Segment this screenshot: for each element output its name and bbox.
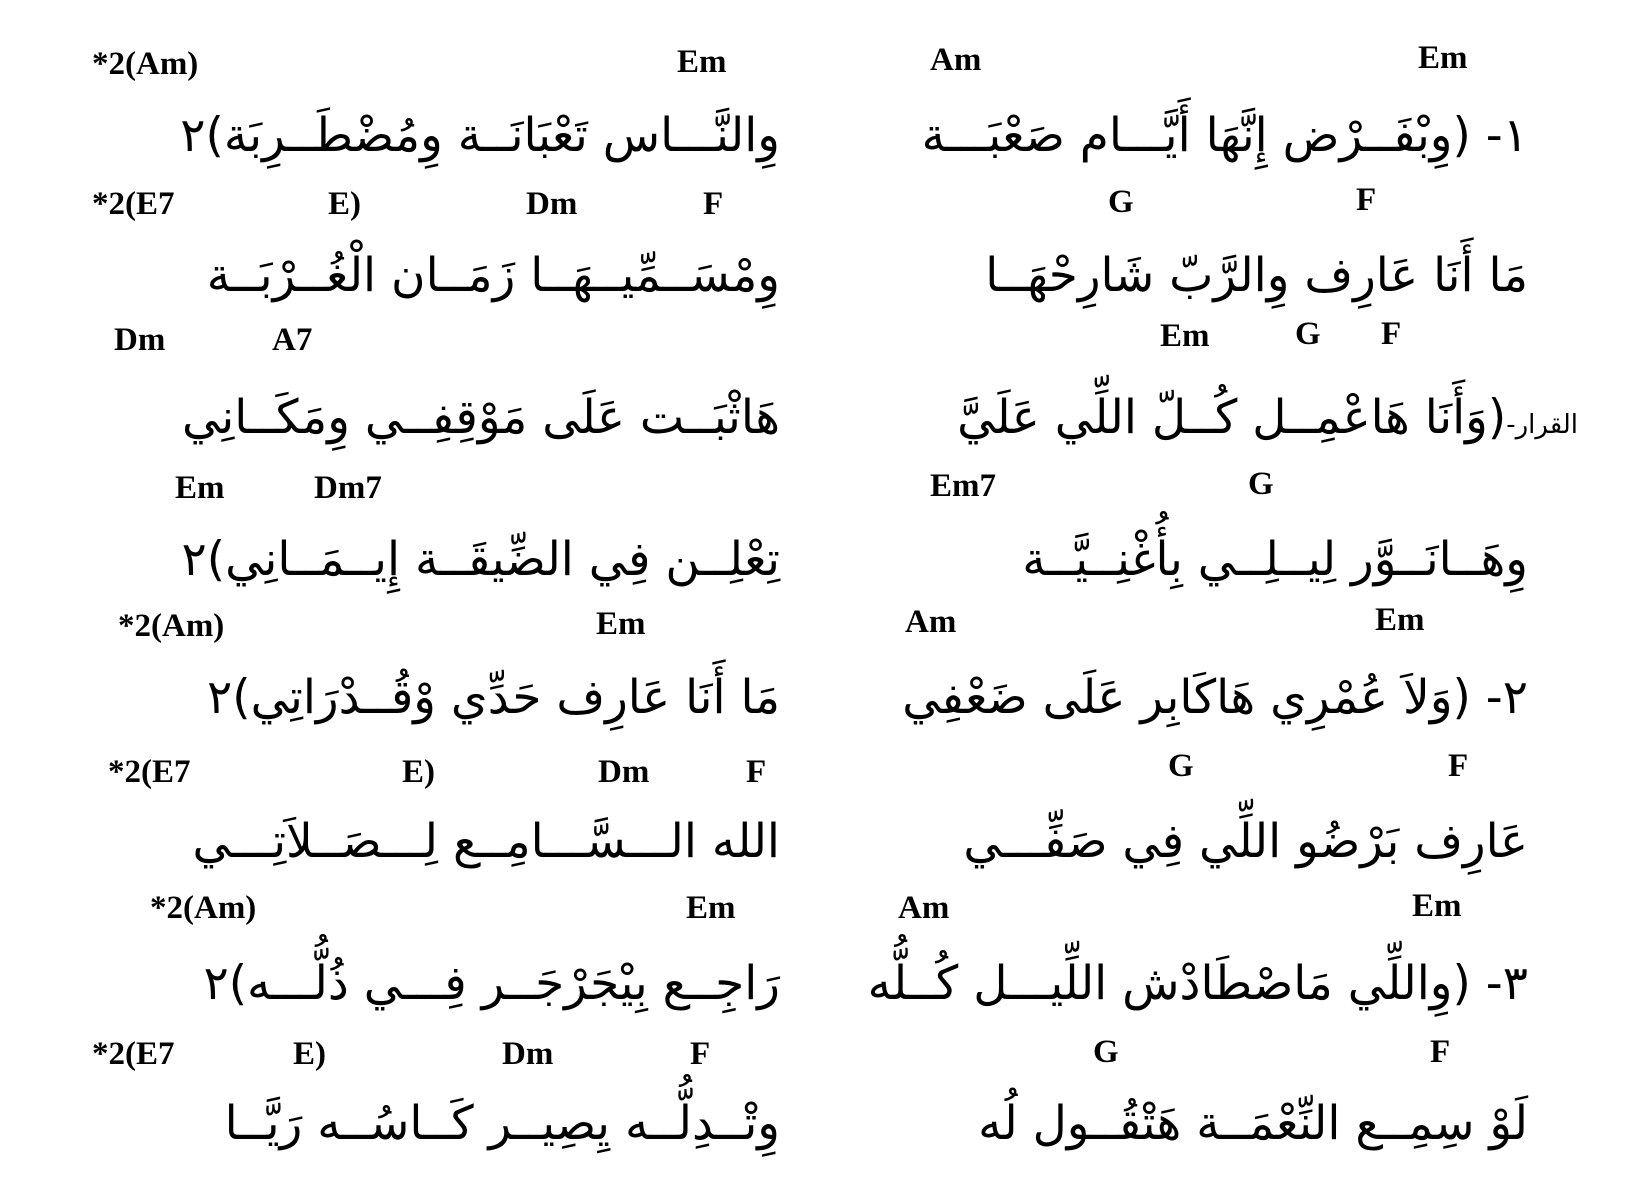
chord: Dm: [502, 1036, 554, 1072]
lyric-line: وِمْسَــمِّيــهَــا زَمَــان الْغُــرْبَــة: [206, 248, 780, 303]
lyric-line: عَارِف بَرْضُو اللِّي فِي صَفِّـــي: [963, 814, 1528, 869]
refrain-tag: القرار-: [1506, 410, 1578, 440]
chord: *2(Am): [118, 608, 225, 644]
chord: F: [690, 1036, 711, 1072]
chord: F: [703, 186, 724, 222]
chord: G: [1168, 748, 1194, 784]
chord: G: [1093, 1034, 1119, 1070]
chord: G: [1295, 316, 1321, 352]
lyric-line: وِتْــدِلُّــه يِصِيــر كَــاسُــه رَيَّــا: [224, 1096, 780, 1151]
chord: Dm: [598, 754, 650, 790]
chord: *2(E7: [92, 186, 175, 222]
chord: Em: [175, 470, 225, 506]
chord: Dm: [526, 186, 578, 222]
chord: Dm7: [314, 470, 382, 506]
chord: E): [402, 754, 435, 790]
chord: Am: [905, 604, 957, 640]
chord: Em7: [930, 468, 996, 504]
lyric-line: مَا أَنَا عَارِف وِالرَّبّ شَارِحْهَــا: [985, 248, 1528, 303]
chord: Em: [1160, 318, 1210, 354]
chord: G: [1248, 466, 1274, 502]
lyric-line: تِعْلِــن فِي الضِّيقَــة إِيــمَــانِي)٢: [181, 532, 780, 587]
lyric-line: وِالنَّـــاس تَعْبَانَــة وِمُضْطَــرِبَة)٢: [180, 108, 780, 163]
chord: Dm: [114, 322, 166, 358]
lyric-line: ٣- (وِاللِّي مَاصْطَادْش اللِّيـــل كُــلُّه: [867, 956, 1528, 1011]
chord: Em: [677, 44, 727, 80]
chord: Am: [930, 42, 982, 78]
chord: *2(Am): [150, 890, 257, 926]
chord: Am: [898, 890, 950, 926]
lyric-line: مَا أَنَا عَارِف حَدِّي وْقُــدْرَاتِي)٢: [207, 670, 780, 725]
lyric-line-refrain: [838, 390, 1578, 445]
chord: Em: [686, 890, 736, 926]
lyric-line: وِهَــانَــوَّر لِيــلِــي بِأُغْنِــيَّــة: [1022, 532, 1528, 587]
chord: A7: [272, 322, 313, 358]
chord: Em: [596, 606, 646, 642]
chord: *2(Am): [92, 46, 199, 82]
chord: Em: [1412, 888, 1462, 924]
lyric-line: ٢- (وَلاَ عُمْرِي هَاكَابِر عَلَى ضَعْفِي: [902, 670, 1528, 725]
chord: *2(E7: [108, 754, 191, 790]
lyric-line: ١- (وِبْفَــرْض إِنَّهَا أَيَّـــام صَعْبَـــة: [921, 108, 1528, 163]
chord: Em: [1418, 40, 1468, 76]
lyric-line: هَاثْبَــت عَلَى مَوْقِفِــي وِمَكَــانِي: [181, 390, 780, 445]
chord: G: [1108, 184, 1134, 220]
chord: F: [1448, 748, 1469, 784]
lyric-line: رَاجِــع بِيْجَرْجَــر فِـــي ذُلُّـــه)٢: [203, 956, 780, 1011]
chord: Em: [1375, 602, 1425, 638]
lyric-line: الله الـــسَّـــامِــع لِـــصَــلاَتِـــي: [192, 814, 780, 869]
chord: F: [1430, 1034, 1451, 1070]
chord: F: [746, 754, 767, 790]
chord: E): [328, 186, 361, 222]
chord: E): [293, 1036, 326, 1072]
chord: *2(E7: [92, 1036, 175, 1072]
lyric-text: (وَأَنَا هَاعْمِــل كُــلّ اللِّي عَلَيَّ: [957, 390, 1507, 445]
lyric-line: لَوْ سِمِــع النِّعْمَــة هَتْقُــول لُه: [978, 1096, 1528, 1151]
chord: F: [1356, 182, 1377, 218]
chord: F: [1381, 316, 1402, 352]
